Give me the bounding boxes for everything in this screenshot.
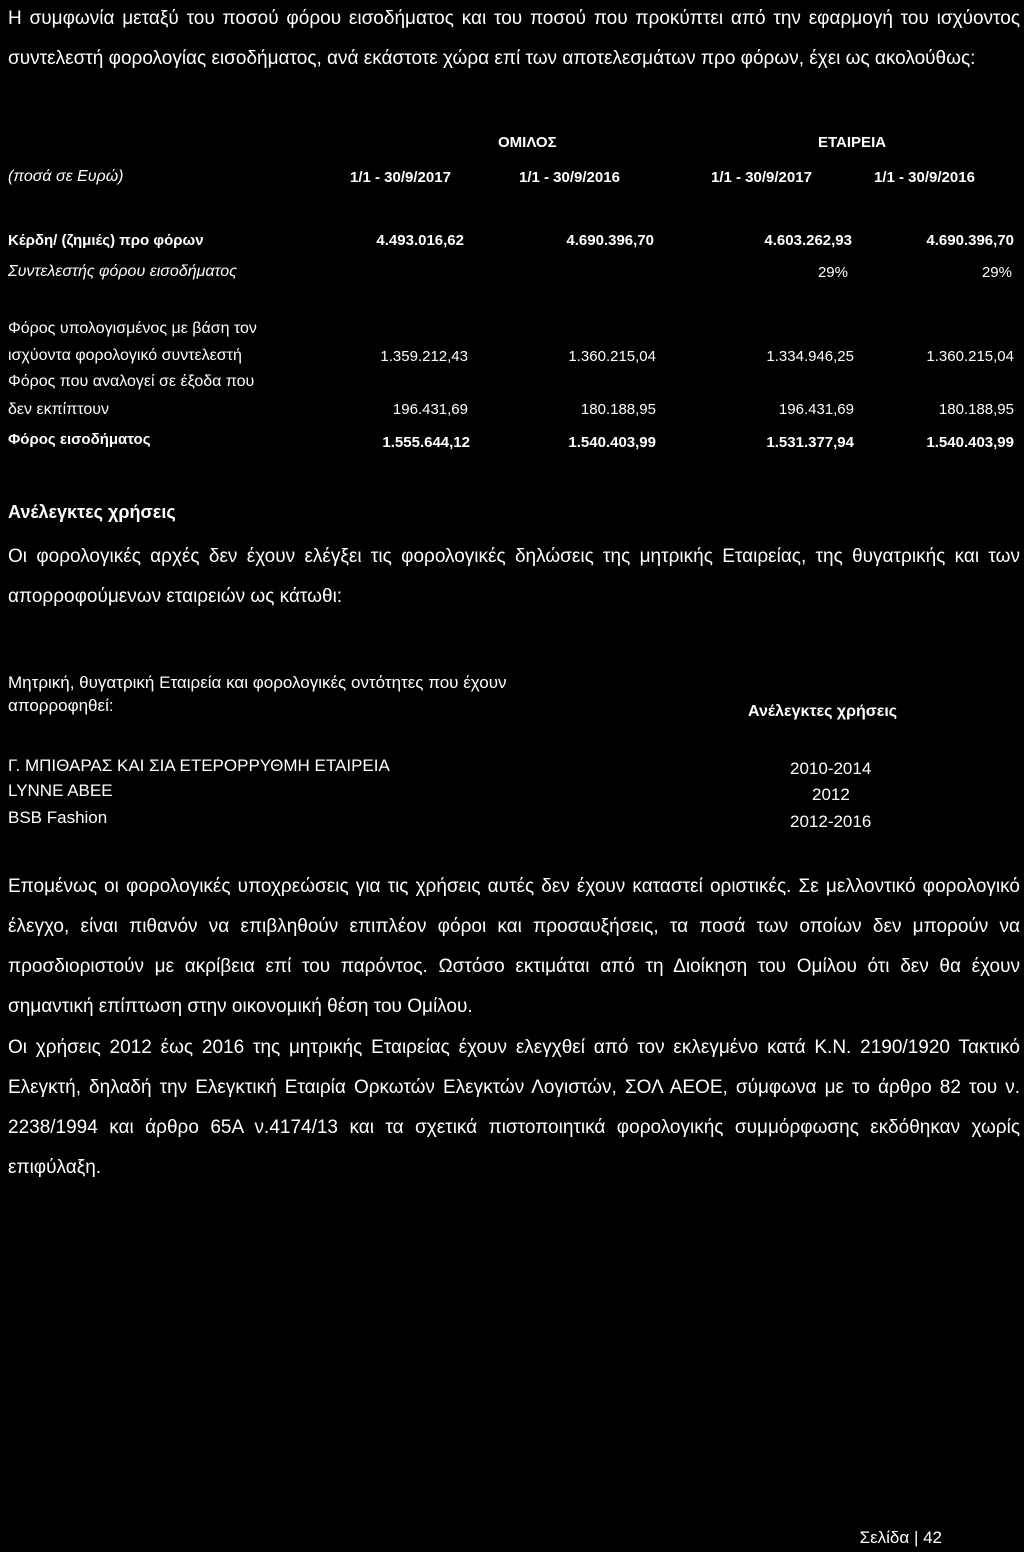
value-cell: 180.188,95 xyxy=(938,401,1014,418)
unaudited-years-header: Ανέλεγκτες χρήσεις xyxy=(748,703,898,720)
value-cell: 4.603.262,93 xyxy=(764,232,852,249)
value-cell: 180.188,95 xyxy=(580,401,656,418)
row-label-profit-before-tax: Κέρδη/ (ζημιές) προ φόρων xyxy=(8,232,204,249)
entities-header-line1: Μητρική, θυγατρική Εταιρεία και φορολογικές οντότητες που έχουν xyxy=(8,673,507,692)
period-header-company-2016: 1/1 - 30/9/2016 xyxy=(874,169,975,186)
value-cell: 1.540.403,99 xyxy=(568,434,656,451)
entity-years: 2012 xyxy=(812,785,850,804)
entity-years: 2012-2016 xyxy=(790,812,872,831)
unaudited-paragraph: Οι φορολογικές αρχές δεν έχουν ελέγξει τις φορολογικές δηλώσεις της μητρικής Εταιρείας, της θυγατρικής και των απορροφούμενων εταιρειών ως κάτωθι: xyxy=(8,546,1020,607)
value-cell: 1.334.946,25 xyxy=(766,348,854,365)
company-header: ΕΤΑΙΡΕΙΑ xyxy=(818,134,887,151)
value-cell: 29% xyxy=(981,264,1012,281)
intro-paragraph: Η συμφωνία μεταξύ του ποσού φόρου εισοδήματος και του ποσού που προκύπτει από την εφαρμογή του ισχύοντος συντελεστή φορολογίας εισοδήματος, ανά εκάστοτε χώρα επί των αποτελεσμάτων προ φόρων, έχει ως ακολούθως: xyxy=(8,8,1020,69)
value-cell: 1.555.644,12 xyxy=(382,434,470,451)
unaudited-section-title: Ανέλεγκτες χρήσεις xyxy=(8,502,176,522)
period-header-group-2017: 1/1 - 30/9/2017 xyxy=(350,169,451,186)
value-cell: 1.531.377,94 xyxy=(766,434,854,451)
row-label-tax-rate: Συντελεστής φόρου εισοδήματος xyxy=(8,263,237,280)
value-cell: 1.360.215,04 xyxy=(568,348,656,365)
entity-name: BSB Fashion xyxy=(8,808,108,827)
closing-paragraph-1: Επομένως οι φορολογικές υποχρεώσεις για τις χρήσεις αυτές δεν έχουν καταστεί οριστικές. Σε μελλοντικό φορολογικό έλεγχο, είναι πιθανόν να επιβληθούν επιπλέον φόροι και προσαυξήσεις, τα ποσά των οποίων δεν μπορούν να προσδιοριστούν με ακρίβεια επί του παρόντος. Ωστόσο εκτιμάται από τη Διοίκηση του Ομίλου ότι δεν θα έχουν σημαντική επίπτωση στην οικονομική θέση του Ομίλου. xyxy=(8,876,1020,1017)
row-label-non-deductible-line2: δεν εκπίπτουν xyxy=(8,401,109,418)
entities-header-line2: απορροφηθεί: xyxy=(8,696,114,715)
period-header-group-2016: 1/1 - 30/9/2016 xyxy=(519,169,620,186)
value-cell: 4.690.396,70 xyxy=(566,232,654,249)
row-label-computed-tax-line2: ισχύοντα φορολογικό συντελεστή xyxy=(8,347,242,364)
value-cell: 196.431,69 xyxy=(778,401,854,418)
row-label-computed-tax-line1: Φόρος υπολογισμένος με βάση τον xyxy=(8,320,257,337)
page-number: Σελίδα | 42 xyxy=(859,1528,942,1547)
value-cell: 1.359.212,43 xyxy=(380,348,468,365)
entity-years: 2010-2014 xyxy=(790,759,872,778)
amounts-note: (ποσά σε Ευρώ) xyxy=(8,168,124,185)
value-cell: 4.690.396,70 xyxy=(926,232,1014,249)
row-label-non-deductible-line1: Φόρος που αναλογεί σε έξοδα που xyxy=(8,373,255,390)
closing-paragraph-2: Οι χρήσεις 2012 έως 2016 της μητρικής Εταιρείας έχουν ελεγχθεί από τον εκλεγμένο κατά Κ.Ν. 2190/1920 Τακτικό Ελεγκτή, δηλαδή την Ελεγκτική Εταιρία Ορκωτών Ελεγκτών Λογιστών, ΣΟΛ ΑΕΟΕ, σύμφωνα με το άρθρο 82 του ν. 2238/1994 και άρθρο 65Α ν.4174/13 και τα σχετικά πιστοποιητικά φορολογικής συμμόρφωσης εκδόθηκαν χωρίς επιφύλαξη. xyxy=(8,1037,1020,1178)
row-label-income-tax: Φόρος εισοδήματος xyxy=(8,431,151,448)
entity-name: LYNNE ABEE xyxy=(8,781,113,800)
value-cell: 196.431,69 xyxy=(392,401,468,418)
value-cell: 29% xyxy=(817,264,848,281)
entity-name: Γ. ΜΠΙΘΑΡΑΣ ΚΑΙ ΣΙΑ ΕΤΕΡΟΡΡΥΘΜΗ ΕΤΑΙΡΕΙΑ xyxy=(8,756,390,775)
value-cell: 1.360.215,04 xyxy=(926,348,1014,365)
period-header-company-2017: 1/1 - 30/9/2017 xyxy=(711,169,812,186)
value-cell: 1.540.403,99 xyxy=(926,434,1014,451)
group-header: ΟΜΙΛΟΣ xyxy=(498,134,557,151)
value-cell: 4.493.016,62 xyxy=(376,232,464,249)
